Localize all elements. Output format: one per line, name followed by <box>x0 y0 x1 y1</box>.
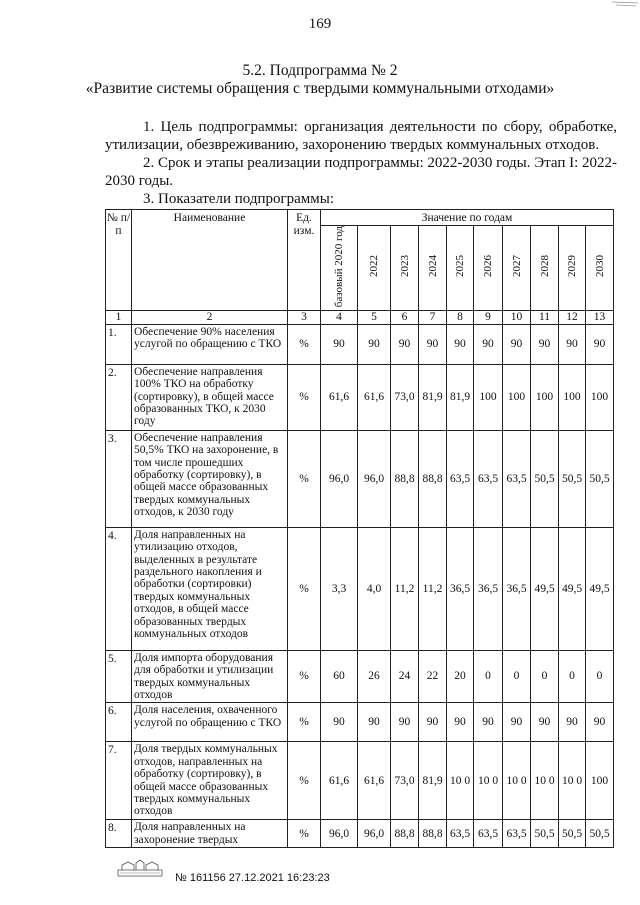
column-number-11: 11 <box>531 311 559 325</box>
row-value-5: 90 <box>447 324 474 364</box>
row-value-5: 20 <box>447 650 474 703</box>
row-value-8: 50,5 <box>531 430 559 527</box>
row-value-7: 100 <box>503 364 531 430</box>
row-value-1: 60 <box>321 650 358 703</box>
footer-doc-ref: № 161156 27.12.2021 16:23:23 <box>175 872 330 884</box>
row-unit: % <box>288 742 321 820</box>
header-year-7 <box>531 225 559 311</box>
row-number: 4. <box>106 527 132 650</box>
row-value-9: 90 <box>559 324 586 364</box>
header-year-label: 2025 <box>454 255 466 278</box>
table-row <box>106 324 614 364</box>
section-title: 5.2. Подпрограмма № 2 <box>242 62 398 79</box>
row-value-5: 90 <box>447 703 474 742</box>
header-name: Наименование <box>132 210 288 311</box>
row-value-1: 96,0 <box>321 820 358 848</box>
row-value-4: 88,8 <box>419 430 447 527</box>
row-value-7: 63,5 <box>503 820 531 848</box>
header-values-by-year: Значение по годам <box>321 210 614 226</box>
row-value-10: 100 <box>586 364 614 430</box>
header-year-4 <box>447 225 474 311</box>
row-value-4: 88,8 <box>419 820 447 848</box>
row-value-2: 4,0 <box>358 527 391 650</box>
row-value-9: 10 0 <box>559 742 586 820</box>
column-number-9: 9 <box>474 311 503 325</box>
header-year-label: 2027 <box>510 255 523 278</box>
header-num: № п/п <box>106 210 132 311</box>
column-number-6: 6 <box>391 311 419 325</box>
table-row <box>106 820 614 848</box>
building-stamp-icon <box>116 858 164 878</box>
table-column-numbers-row <box>106 311 614 325</box>
row-unit: % <box>288 703 321 742</box>
section-subtitle: «Развитие системы обращения с твердыми коммунальными отходами» <box>85 80 555 97</box>
header-year-label: 2028 <box>538 255 551 278</box>
row-value-9: 0 <box>559 650 586 703</box>
header-year-label: 2026 <box>482 255 494 278</box>
header-unit: Ед. изм. <box>288 210 321 311</box>
table-row <box>106 527 614 650</box>
page-number: 169 <box>308 16 332 32</box>
column-number-10: 10 <box>503 311 531 325</box>
row-value-8: 90 <box>531 703 559 742</box>
row-value-10: 0 <box>586 650 614 703</box>
scan-artifact-icon <box>610 0 640 10</box>
column-number-2: 2 <box>132 311 288 325</box>
row-value-3: 73,0 <box>391 742 419 820</box>
row-value-10: 90 <box>586 703 614 742</box>
row-value-1: 96,0 <box>321 430 358 527</box>
header-year-label: 2023 <box>398 255 411 278</box>
header-year-label: 2022 <box>368 255 380 278</box>
row-value-5: 63,5 <box>447 430 474 527</box>
row-value-3: 11,2 <box>391 527 419 650</box>
row-value-1: 90 <box>321 703 358 742</box>
row-value-2: 90 <box>358 703 391 742</box>
paragraph-period-text: 2. Срок и этапы реализации подпрограммы: 2022-2030 годы. Этап I: 2022-2030 годы. <box>105 155 618 189</box>
row-value-4: 90 <box>419 324 447 364</box>
row-number: 8. <box>106 820 132 848</box>
row-indicator-name: Обеспечение направления 100% ТКО на обработку (сортировку), в общей массе образованных ТКО, к 2030 году <box>132 364 288 430</box>
row-value-9: 50,5 <box>559 430 586 527</box>
row-value-4: 81,9 <box>419 364 447 430</box>
row-value-6: 0 <box>474 650 503 703</box>
row-value-10: 50,5 <box>586 820 614 848</box>
row-value-2: 26 <box>358 650 391 703</box>
row-indicator-name: Доля направленных на захоронение твердых <box>132 820 288 848</box>
column-number-7: 7 <box>419 311 447 325</box>
row-indicator-name: Доля импорта оборудования для обработки и утилизации твердых коммунальных отходов <box>132 650 288 703</box>
row-unit: % <box>288 324 321 364</box>
row-value-4: 22 <box>419 650 447 703</box>
row-value-1: 61,6 <box>321 364 358 430</box>
header-year-2 <box>391 225 419 311</box>
row-unit: % <box>288 820 321 848</box>
header-year-1 <box>358 225 391 311</box>
row-value-6: 10 0 <box>474 742 503 820</box>
row-value-2: 61,6 <box>358 742 391 820</box>
row-value-2: 96,0 <box>358 820 391 848</box>
row-value-7: 36,5 <box>503 527 531 650</box>
row-indicator-name: Доля населения, охваченного услугой по обращению с ТКО <box>132 703 288 742</box>
row-value-2: 61,6 <box>358 364 391 430</box>
row-value-8: 10 0 <box>531 742 559 820</box>
row-value-8: 49,5 <box>531 527 559 650</box>
row-value-8: 90 <box>531 324 559 364</box>
row-value-2: 90 <box>358 324 391 364</box>
table-row <box>106 364 614 430</box>
row-value-7: 90 <box>503 324 531 364</box>
row-value-3: 88,8 <box>391 430 419 527</box>
row-number: 1. <box>106 324 132 364</box>
header-year-9 <box>586 225 614 311</box>
row-value-1: 90 <box>321 324 358 364</box>
row-number: 7. <box>106 742 132 820</box>
header-year-3 <box>419 225 447 311</box>
table-row <box>106 650 614 703</box>
column-number-5: 5 <box>358 311 391 325</box>
row-value-9: 49,5 <box>559 527 586 650</box>
header-year-6 <box>503 225 531 311</box>
row-number: 5. <box>106 650 132 703</box>
column-number-13: 13 <box>586 311 614 325</box>
row-value-5: 36,5 <box>447 527 474 650</box>
row-unit: % <box>288 430 321 527</box>
row-value-4: 11,2 <box>419 527 447 650</box>
row-value-2: 96,0 <box>358 430 391 527</box>
header-year-label: 2029 <box>566 255 578 278</box>
row-indicator-name: Доля твердых коммунальных отходов, направленных на обработку (сортировку), в общей массе образованных твердых коммунальных отходов <box>132 742 288 820</box>
row-value-10: 49,5 <box>586 527 614 650</box>
row-value-6: 63,5 <box>474 820 503 848</box>
table-row <box>106 703 614 742</box>
header-year-label: 2030 <box>593 255 606 278</box>
row-unit: % <box>288 364 321 430</box>
column-number-8: 8 <box>447 311 474 325</box>
row-value-5: 81,9 <box>447 364 474 430</box>
header-year-8 <box>559 225 586 311</box>
row-value-6: 90 <box>474 324 503 364</box>
row-value-3: 90 <box>391 703 419 742</box>
header-year-label: базовый 2020 год <box>333 225 345 307</box>
row-value-8: 50,5 <box>531 820 559 848</box>
row-value-10: 50,5 <box>586 430 614 527</box>
row-number: 6. <box>106 703 132 742</box>
row-value-7: 0 <box>503 650 531 703</box>
row-value-6: 36,5 <box>474 527 503 650</box>
table-row <box>106 742 614 820</box>
row-value-7: 90 <box>503 703 531 742</box>
row-value-7: 10 0 <box>503 742 531 820</box>
row-value-1: 3,3 <box>321 527 358 650</box>
table-row <box>106 430 614 527</box>
row-value-7: 63,5 <box>503 430 531 527</box>
row-value-9: 100 <box>559 364 586 430</box>
row-value-10: 90 <box>586 324 614 364</box>
row-value-9: 50,5 <box>559 820 586 848</box>
row-value-6: 90 <box>474 703 503 742</box>
row-value-8: 0 <box>531 650 559 703</box>
row-indicator-name: Обеспечение направления 50,5% ТКО на захоронение, в том числе прошедших обработку (сортировку), в общей массе образованных твердых коммунальных отходов, к 2030 году <box>132 430 288 527</box>
row-value-4: 90 <box>419 703 447 742</box>
row-indicator-name: Доля направленных на утилизацию отходов, выделенных в результате раздельного накопления и обработки (сортировки) твердых коммунальных отходов, в общей массе образованных твердых коммунальных отходов <box>132 527 288 650</box>
row-unit: % <box>288 527 321 650</box>
row-unit: % <box>288 650 321 703</box>
row-value-4: 81,9 <box>419 742 447 820</box>
row-value-3: 73,0 <box>391 364 419 430</box>
header-year-0 <box>321 225 358 311</box>
row-value-3: 90 <box>391 324 419 364</box>
row-number: 2. <box>106 364 132 430</box>
column-number-1: 1 <box>106 311 132 325</box>
table-body <box>106 324 614 847</box>
row-value-6: 100 <box>474 364 503 430</box>
row-number: 3. <box>106 430 132 527</box>
column-number-4: 4 <box>321 311 358 325</box>
row-value-6: 63,5 <box>474 430 503 527</box>
row-value-10: 100 <box>586 742 614 820</box>
paragraph-period <box>105 154 617 208</box>
indicators-table <box>105 209 614 848</box>
column-number-12: 12 <box>559 311 586 325</box>
table-header-row <box>106 210 614 226</box>
header-year-5 <box>474 225 503 311</box>
paragraph-goal: 1. Цель подпрограммы: организация деятельности по сбору, обработке, утилизации, обезвреживанию, захоронению твердых коммунальных отходов. <box>105 119 617 153</box>
header-year-label: 2024 <box>426 255 439 278</box>
paragraph-indicators: 3. Показатели подпрограммы: <box>143 191 335 207</box>
row-value-9: 90 <box>559 703 586 742</box>
row-value-1: 61,6 <box>321 742 358 820</box>
row-value-3: 88,8 <box>391 820 419 848</box>
row-indicator-name: Обеспечение 90% населения услугой по обращению с ТКО <box>132 324 288 364</box>
column-number-3: 3 <box>288 311 321 325</box>
row-value-3: 24 <box>391 650 419 703</box>
row-value-8: 100 <box>531 364 559 430</box>
row-value-5: 63,5 <box>447 820 474 848</box>
row-value-5: 10 0 <box>447 742 474 820</box>
